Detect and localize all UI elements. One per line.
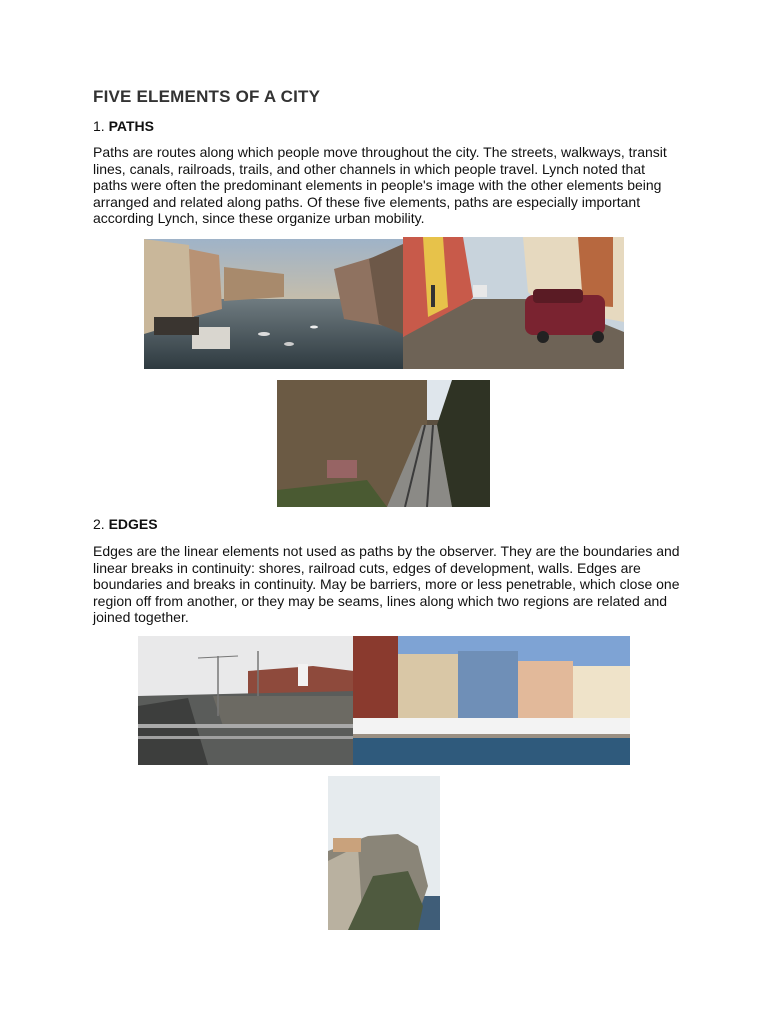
canal-photo xyxy=(144,239,403,369)
highway-photo xyxy=(138,636,354,765)
section-heading-paths xyxy=(93,118,154,134)
street-photo xyxy=(403,237,624,369)
cliff-photo xyxy=(328,776,440,930)
section-heading-edges xyxy=(93,516,158,532)
railroad-photo xyxy=(277,380,490,507)
document-title: FIVE ELEMENTS OF A CITY xyxy=(93,87,321,106)
harbour-photo xyxy=(353,636,630,765)
section-title: EDGES xyxy=(108,516,158,532)
section-number: 1. xyxy=(93,118,105,134)
paths-paragraph: Paths are routes along which people move throughout the city. The streets, walkways, transit lines, canals, railroads, trails, and other channels in which people travel. Lynch noted that paths were often the predominant elements in people's image with the other elements being arranged and related along paths. Of these five elements, paths are especially important according Lynch, since these organize urban mobility. xyxy=(93,144,667,227)
section-title: PATHS xyxy=(108,118,154,134)
section-number: 2. xyxy=(93,516,105,532)
edges-paragraph: Edges are the linear elements not used as paths by the observer. They are the boundaries and linear breaks in continuity: shores, railroad cuts, edges of development, walls. Edges are boundaries and breaks in continuity. May be barriers, more or less penetrable, which close one region off from another, or they may be seams, lines along which two regions are related and joined together. xyxy=(93,543,680,626)
